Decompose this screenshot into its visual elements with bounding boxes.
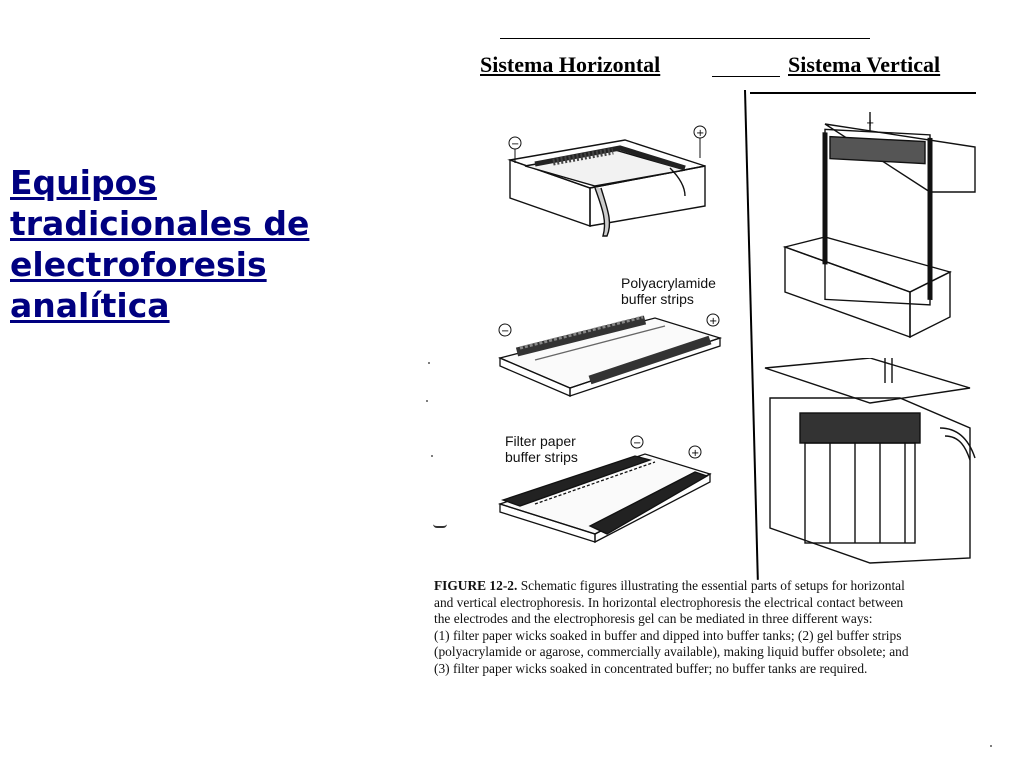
horizontal-tank-diagram	[495, 118, 725, 258]
label-polyacrylamide-2: buffer strips	[621, 291, 694, 307]
caption-line-1	[434, 578, 1024, 595]
caption-line-3: the electrodes and the electrophoresis gel can be mediated in three different ways:	[434, 611, 873, 627]
heading-horizontal: Sistema Horizontal	[480, 52, 661, 77]
scan-speck	[426, 400, 428, 402]
filter-paper-strip-diagram	[495, 434, 725, 546]
neg-label-2: −	[501, 326, 510, 337]
figure-caption	[434, 578, 1024, 678]
vertical-divider	[744, 90, 759, 580]
caption-text-1: Schematic figures illustrating the essential parts of setups for horizontal	[520, 578, 905, 593]
scan-speck	[990, 745, 992, 747]
caption-line-2: and vertical electrophoresis. In horizontal electrophoresis the electrical contact between	[434, 594, 904, 610]
neg-label-1: −	[511, 139, 520, 150]
neg-label-3: −	[633, 438, 642, 449]
pos-label-2: +	[709, 316, 718, 327]
vertical-tank-diagram	[760, 358, 990, 568]
heading-vertical: Sistema Vertical	[788, 52, 941, 77]
caption-figure-label: FIGURE 12-2.	[434, 578, 518, 593]
title-line-4: analítica	[10, 286, 170, 325]
polyacrylamide-strip-diagram	[495, 308, 730, 413]
scan-top-right-line	[750, 92, 976, 94]
scan-speck	[431, 455, 433, 457]
caption-line-5: (polyacrylamide or agarose, commercially available), making liquid buffer obsolete; and	[434, 644, 909, 660]
vertical-slab-diagram	[780, 112, 980, 342]
label-polyacrylamide-1: Polyacrylamide	[621, 275, 716, 291]
title-line-1: Equipos	[10, 163, 157, 202]
title-line-2: tradicionales de	[10, 204, 310, 243]
pos-label-3: +	[691, 448, 700, 459]
title-line-3: electroforesis	[10, 245, 267, 284]
scan-speck	[428, 362, 430, 364]
pos-label-4: +	[866, 118, 875, 129]
label-filter-paper-1: Filter paper	[505, 433, 576, 449]
label-filter-paper-2: buffer strips	[505, 449, 578, 465]
scan-top-line	[500, 38, 870, 39]
slide-title[interactable]	[10, 162, 340, 326]
heading-underline-gap	[712, 76, 780, 77]
caption-line-4: (1) filter paper wicks soaked in buffer and dipped into buffer tanks; (2) gel buffer strips	[434, 627, 902, 643]
scan-speck	[433, 520, 447, 528]
caption-line-6: (3) filter paper wicks soaked in concentrated buffer; no buffer tanks are required.	[434, 660, 868, 676]
pos-label-1: +	[696, 128, 705, 139]
